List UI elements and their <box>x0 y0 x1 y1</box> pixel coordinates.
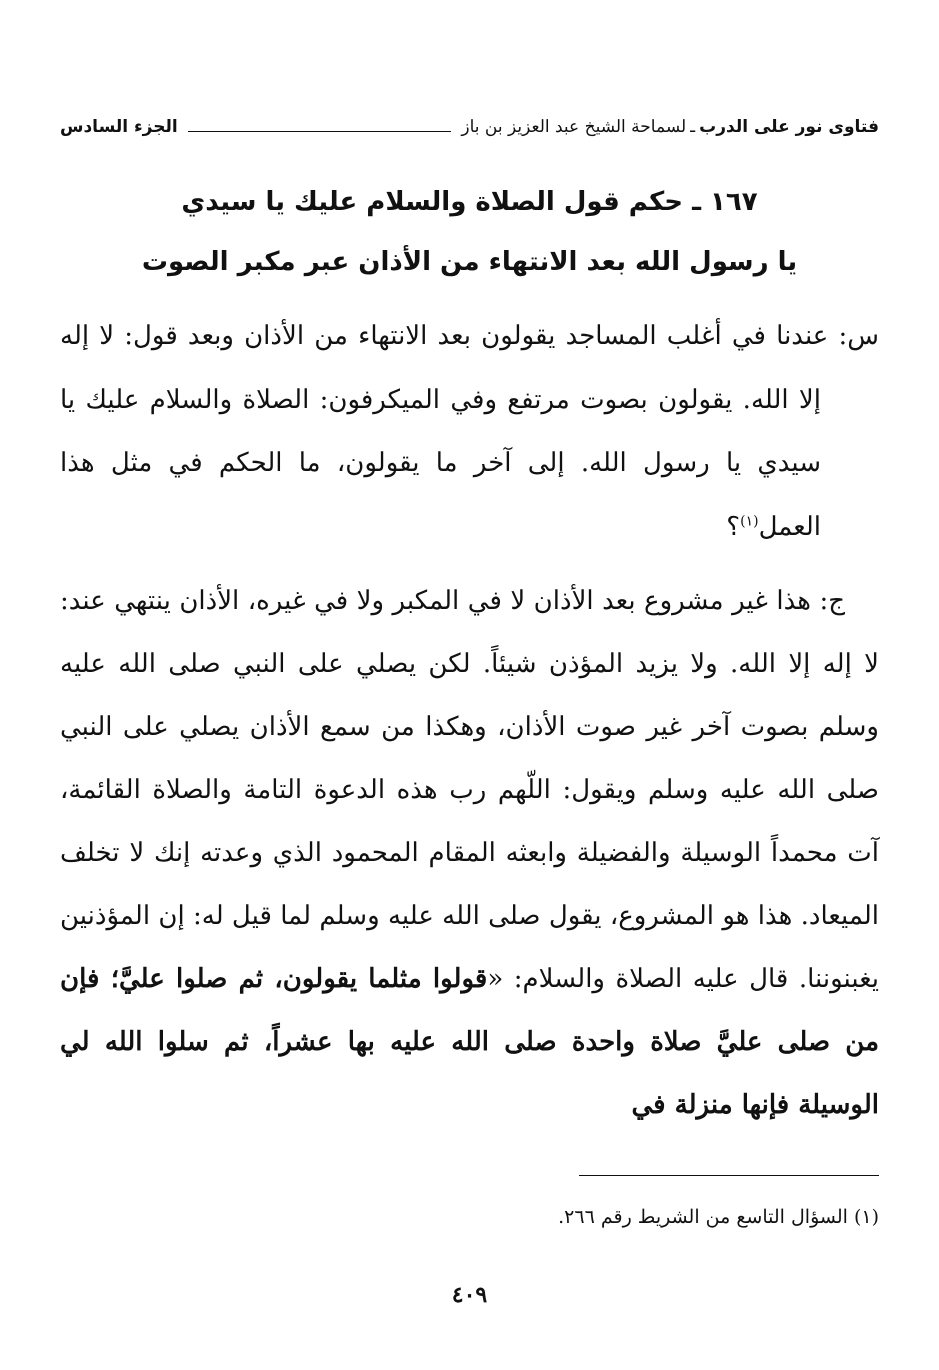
question-end: ؟ <box>726 511 741 542</box>
answer-marker: ج: <box>819 586 845 616</box>
footnote-reference: (١) <box>740 512 759 529</box>
footnote: (١) السؤال التاسع من الشريط رقم ٢٦٦. <box>558 1206 879 1228</box>
question-paragraph <box>60 305 879 559</box>
header-rule <box>188 131 452 132</box>
hadith-quote: قولوا مثلما يقولون، ثم صلوا عليَّ؛ فإن من صلى عليَّ صلاة واحدة صلى الله عليه بها عشراً، ثم سلوا الله لي الوسيلة فإنها منزلة في <box>60 964 879 1120</box>
page-number: ٤٠٩ <box>451 1282 488 1308</box>
volume-label: الجزء السادس <box>60 117 178 137</box>
running-header <box>60 112 879 142</box>
answer-text-block <box>60 570 879 1137</box>
author-name: لسماحة الشيخ عبد العزيز بن باز <box>461 117 687 137</box>
book-title: فتاوى نور على الدرب <box>699 117 879 137</box>
fatwa-heading <box>0 172 939 292</box>
question-text-block <box>60 305 879 559</box>
footnote-separator <box>579 1175 879 1176</box>
fatwa-heading-line2: يا رسول الله بعد الانتهاء من الأذان عبر مكبر الصوت <box>141 247 798 277</box>
question-text: عندنا في أغلب المساجد يقولون بعد الانتهاء من الأذان وبعد قول: لا إله إلا الله. يقولون بصوت مرتفع وفي الميكرفون: الصلاة والسلام عليك يا سيدي يا رسول الله. إلى آخر ما يقولون، ما الحكم في مثل هذا العمل <box>60 321 829 542</box>
answer-text: هذا غير مشروع بعد الأذان لا في المكبر ولا في غيره، الأذان ينتهي عند: لا إله إلا الله. ولا يزيد المؤذن شيئاً. لكن يصلي على النبي صلى الله عليه وسلم بصوت آخر غير صوت الأذان، وهكذا من سمع الأذان يصلي على النبي صلى الله عليه وسلم ويقول: اللّهم رب هذه الدعوة التامة والصلاة القائمة، آت محمداً الوسيلة والفضيلة وابعثه المقام المحمود الذي وعدته إنك لا تخلف الميعاد. هذا هو المشروع، يقول صلى الله عليه وسلم لما قيل له: إن المؤذنين يغبنوننا. قال عليه الصلاة والسلام: « <box>60 586 879 994</box>
answer-paragraph <box>60 570 879 1137</box>
question-marker: س: <box>838 321 879 351</box>
header-separator: ـ <box>690 117 696 137</box>
fatwa-heading-line1: ١٦٧ ـ حكم قول الصلاة والسلام عليك يا سيدي <box>181 187 758 217</box>
